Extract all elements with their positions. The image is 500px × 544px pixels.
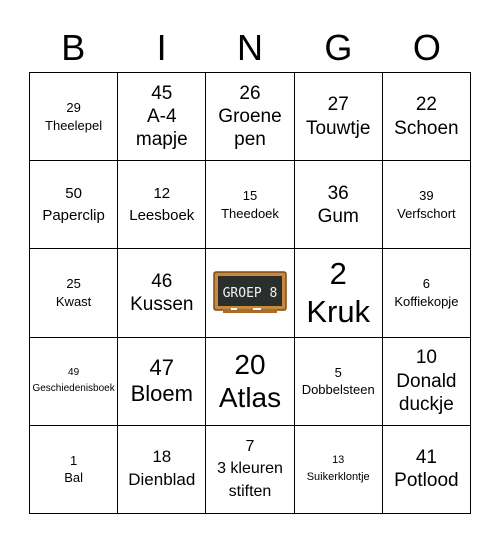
bingo-cell[interactable]: 46 Kussen (118, 249, 206, 337)
bingo-cell[interactable]: 20 Atlas (206, 338, 294, 426)
bingo-grid (29, 72, 471, 514)
bingo-cell[interactable]: 36 Gum (295, 161, 383, 249)
bingo-cell[interactable]: 13 Suikerklontje (295, 426, 383, 514)
bingo-cell[interactable]: 27 Touwtje (295, 73, 383, 161)
bingo-cell[interactable]: 10 Donald duckje (383, 338, 471, 426)
chalkboard-icon (213, 271, 287, 315)
bingo-cell[interactable]: 5 Dobbelsteen (295, 338, 383, 426)
bingo-cell[interactable]: 1 Bal (30, 426, 118, 514)
bingo-cell[interactable]: 49 Geschiedenisboek (30, 338, 118, 426)
header-letter-g: G (324, 27, 353, 68)
bingo-cell[interactable]: 22 Schoen (383, 73, 471, 161)
free-space-label: GROEP 8 (222, 285, 278, 301)
bingo-cell[interactable]: 50 Paperclip (30, 161, 118, 249)
bingo-cell[interactable]: 15 Theedoek (206, 161, 294, 249)
bingo-cell[interactable]: 25 Kwast (30, 249, 118, 337)
header-letter-i: I (156, 27, 167, 68)
header-letter-o: O (412, 27, 441, 68)
bingo-cell[interactable]: 18 Dienblad (118, 426, 206, 514)
bingo-cell[interactable]: 26 Groene pen (206, 73, 294, 161)
bingo-cell[interactable]: 41 Potlood (383, 426, 471, 514)
bingo-cell[interactable]: 29 Theelepel (30, 73, 118, 161)
bingo-cell[interactable]: 6 Koffiekopje (383, 249, 471, 337)
bingo-cell[interactable]: 47 Bloem (118, 338, 206, 426)
bingo-header (29, 24, 471, 72)
header-letter-b: B (61, 27, 86, 68)
bingo-cell[interactable]: 39 Verfschort (383, 161, 471, 249)
bingo-cell[interactable]: 45 A-4 mapje (118, 73, 206, 161)
bingo-cell[interactable]: 12 Leesboek (118, 161, 206, 249)
bingo-cell[interactable]: 7 3 kleuren stiften (206, 426, 294, 514)
header-letter-n: N (237, 27, 264, 68)
bingo-cell[interactable]: 2 Kruk (295, 249, 383, 337)
free-space[interactable] (206, 249, 294, 337)
